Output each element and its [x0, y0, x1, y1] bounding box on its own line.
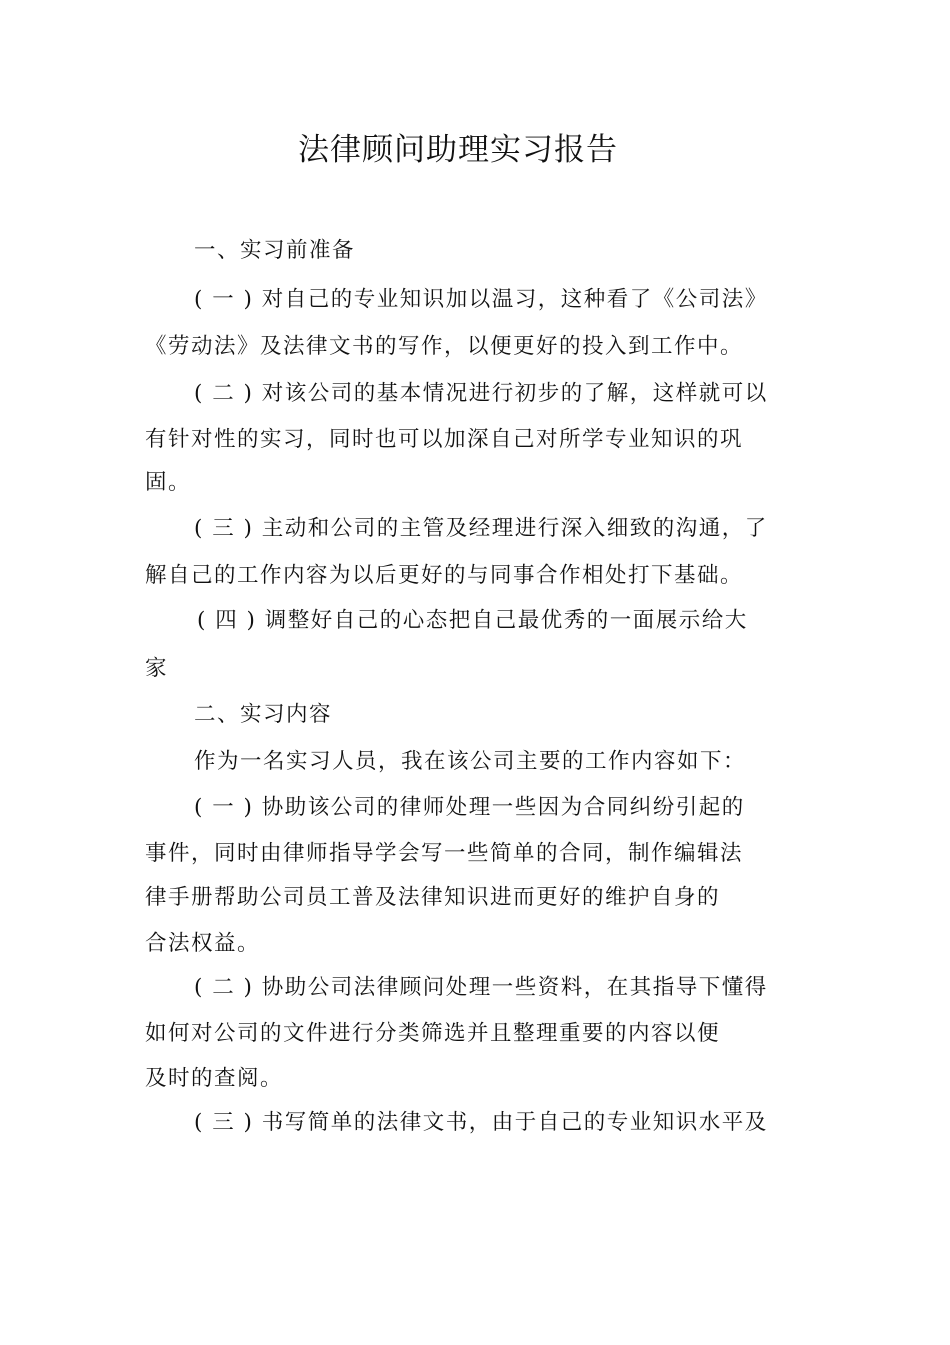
paragraph-line: 合法权益。: [145, 931, 261, 956]
paragraph-line: 解自己的工作内容为以后更好的与同事合作相处打下基础。: [145, 563, 744, 588]
document-title: 法律顾问助理实习报告: [298, 132, 618, 168]
paragraph-line: ( 三 ) 书写简单的法律文书，由于自己的专业知识水平及: [194, 1110, 768, 1135]
section-heading-content: 二、实习内容: [194, 702, 333, 727]
paragraph-line: 作为一名实习人员，我在该公司主要的工作内容如下：: [194, 749, 747, 774]
paragraph-line: ( 一 ) 协助该公司的律师处理一些因为合同纠纷引起的: [194, 795, 745, 820]
paragraph-line: ( 二 ) 对该公司的基本情况进行初步的了解，这样就可以: [194, 381, 768, 406]
paragraph-line: ( 一 ) 对自己的专业知识加以温习，这种看了《公司法》: [194, 287, 768, 312]
section-heading-prep: 一、实习前准备: [194, 238, 356, 263]
paragraph-line: ( 二 ) 协助公司法律顾问处理一些资料，在其指导下懂得: [194, 975, 768, 1000]
paragraph-line: 家: [145, 656, 169, 681]
paragraph-line: 有针对性的实习，同时也可以加深自己对所学专业知识的巩: [145, 427, 744, 452]
paragraph-line: ( 三 ) 主动和公司的主管及经理进行深入细致的沟通，了: [194, 516, 768, 541]
paragraph-line: ( 四 ) 调整好自己的心态把自己最优秀的一面展示给大: [197, 608, 748, 633]
paragraph-line: 律手册帮助公司员工普及法律知识进而更好的维护自身的: [145, 885, 721, 910]
paragraph-line: 固。: [145, 470, 192, 495]
paragraph-line: 《劳动法》及法律文书的写作，以便更好的投入到工作中。: [145, 334, 744, 359]
paragraph-line: 及时的查阅。: [145, 1066, 284, 1091]
paragraph-line: 如何对公司的文件进行分类筛选并且整理重要的内容以便: [145, 1021, 721, 1046]
paragraph-line: 事件，同时由律师指导学会写一些简单的合同，制作编辑法: [145, 841, 744, 866]
